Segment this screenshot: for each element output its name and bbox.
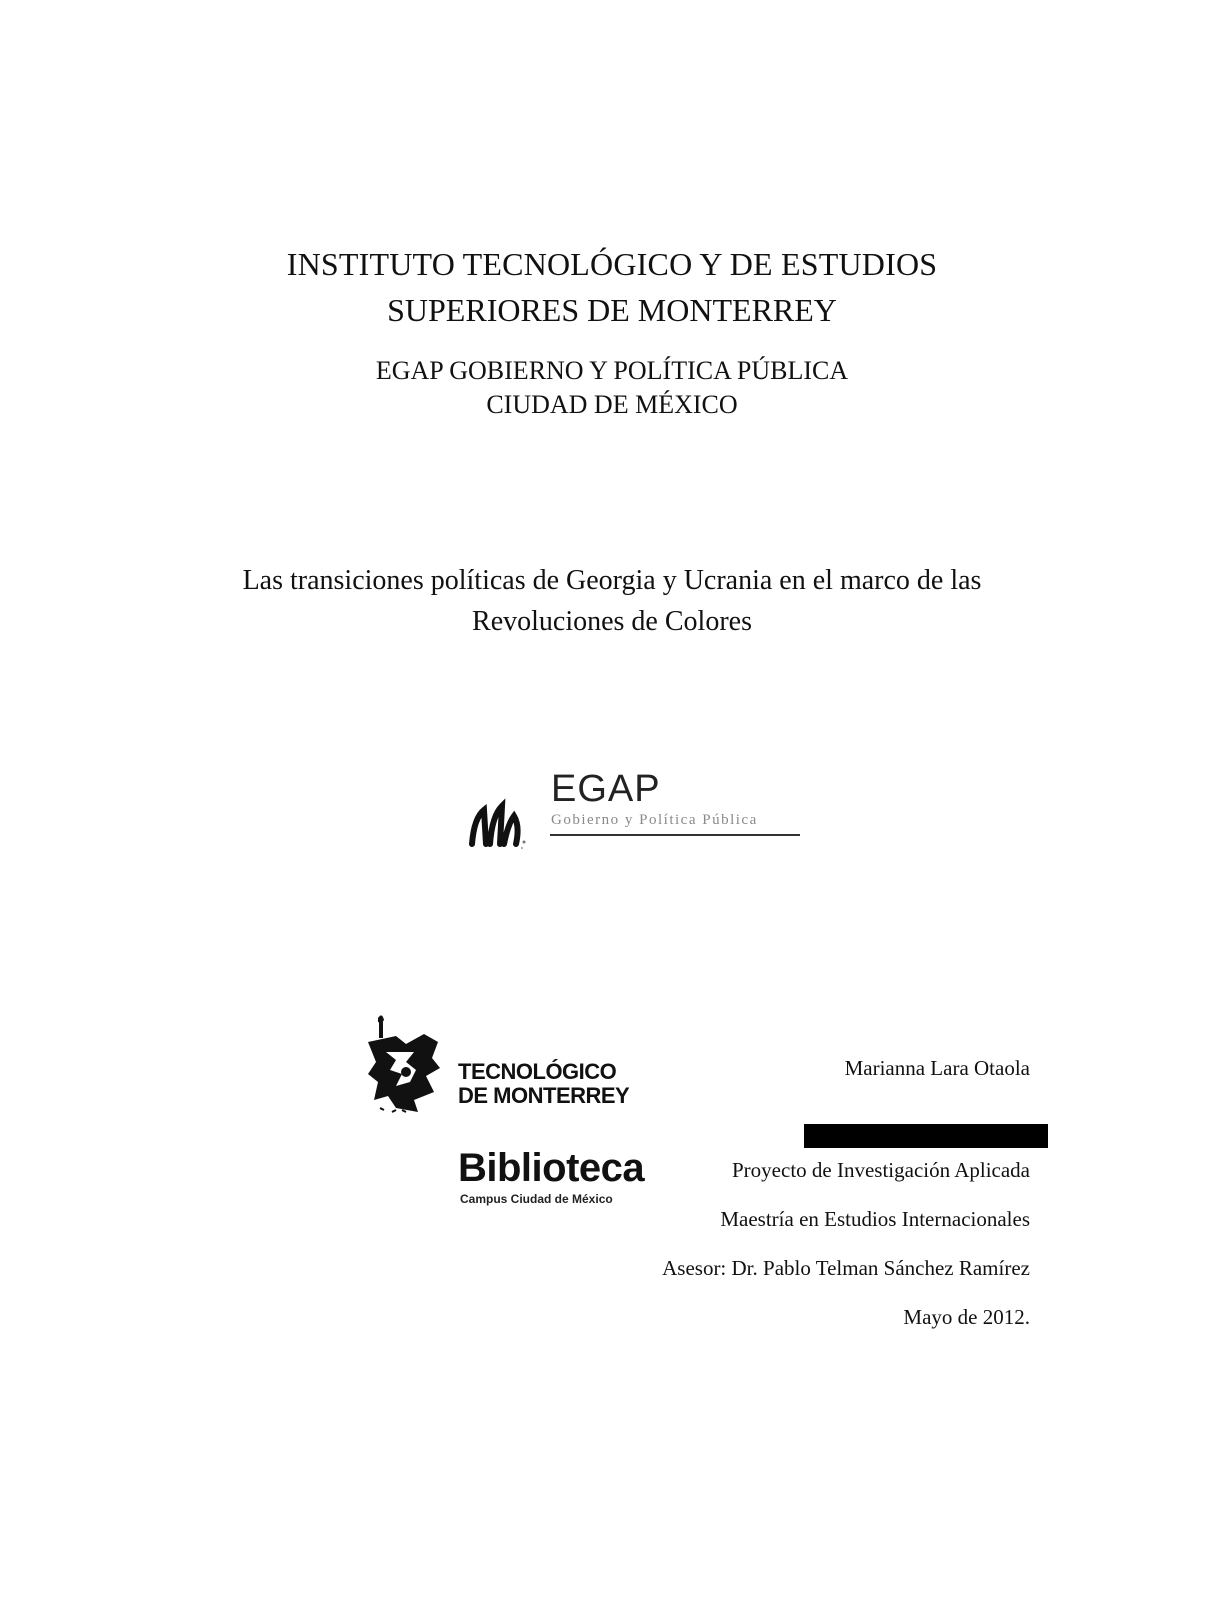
submission-date: Mayo de 2012. xyxy=(903,1305,1030,1329)
advisor-name: Asesor: Dr. Pablo Telman Sánchez Ramírez xyxy=(662,1256,1030,1280)
tec-wordmark-line1: TECNOLÓGICO xyxy=(458,1059,617,1084)
egap-divider xyxy=(550,834,800,836)
author-name: Marianna Lara Otaola xyxy=(844,1056,1030,1080)
institution-name-line2: SUPERIORES DE MONTERREY xyxy=(387,292,837,328)
tec-wordmark xyxy=(458,1060,629,1108)
thesis-title-line1: Las transiciones políticas de Georgia y Ucrania en el marco de las xyxy=(242,565,982,596)
school-location: CIUDAD DE MÉXICO xyxy=(486,390,738,419)
redaction-bar xyxy=(804,1124,1048,1148)
library-stamp-campus: Campus Ciudad de México xyxy=(460,1192,613,1206)
school-name-line1: EGAP GOBIERNO Y POLÍTICA PÚBLICA xyxy=(375,356,849,385)
thesis-title-line2: Revoluciones de Colores xyxy=(472,606,752,637)
library-stamp-name: Biblioteca xyxy=(458,1146,645,1190)
egap-logo xyxy=(468,768,808,858)
project-type: Proyecto de Investigación Aplicada xyxy=(732,1158,1030,1182)
egap-subtitle: Gobierno y Política Pública xyxy=(551,812,758,828)
egap-wordmark: EGAP xyxy=(551,768,661,810)
institution-name-line1: INSTITUTO TECNOLÓGICO Y DE ESTUDIOS xyxy=(286,246,938,282)
tec-monterrey-logo xyxy=(366,1012,666,1122)
tec-shield-emblem-icon xyxy=(366,1012,454,1122)
tec-wordmark-line2: DE MONTERREY xyxy=(458,1083,630,1108)
degree-program: Maestría en Estudios Internacionales xyxy=(720,1207,1030,1231)
egap-emblem-icon xyxy=(468,796,528,866)
